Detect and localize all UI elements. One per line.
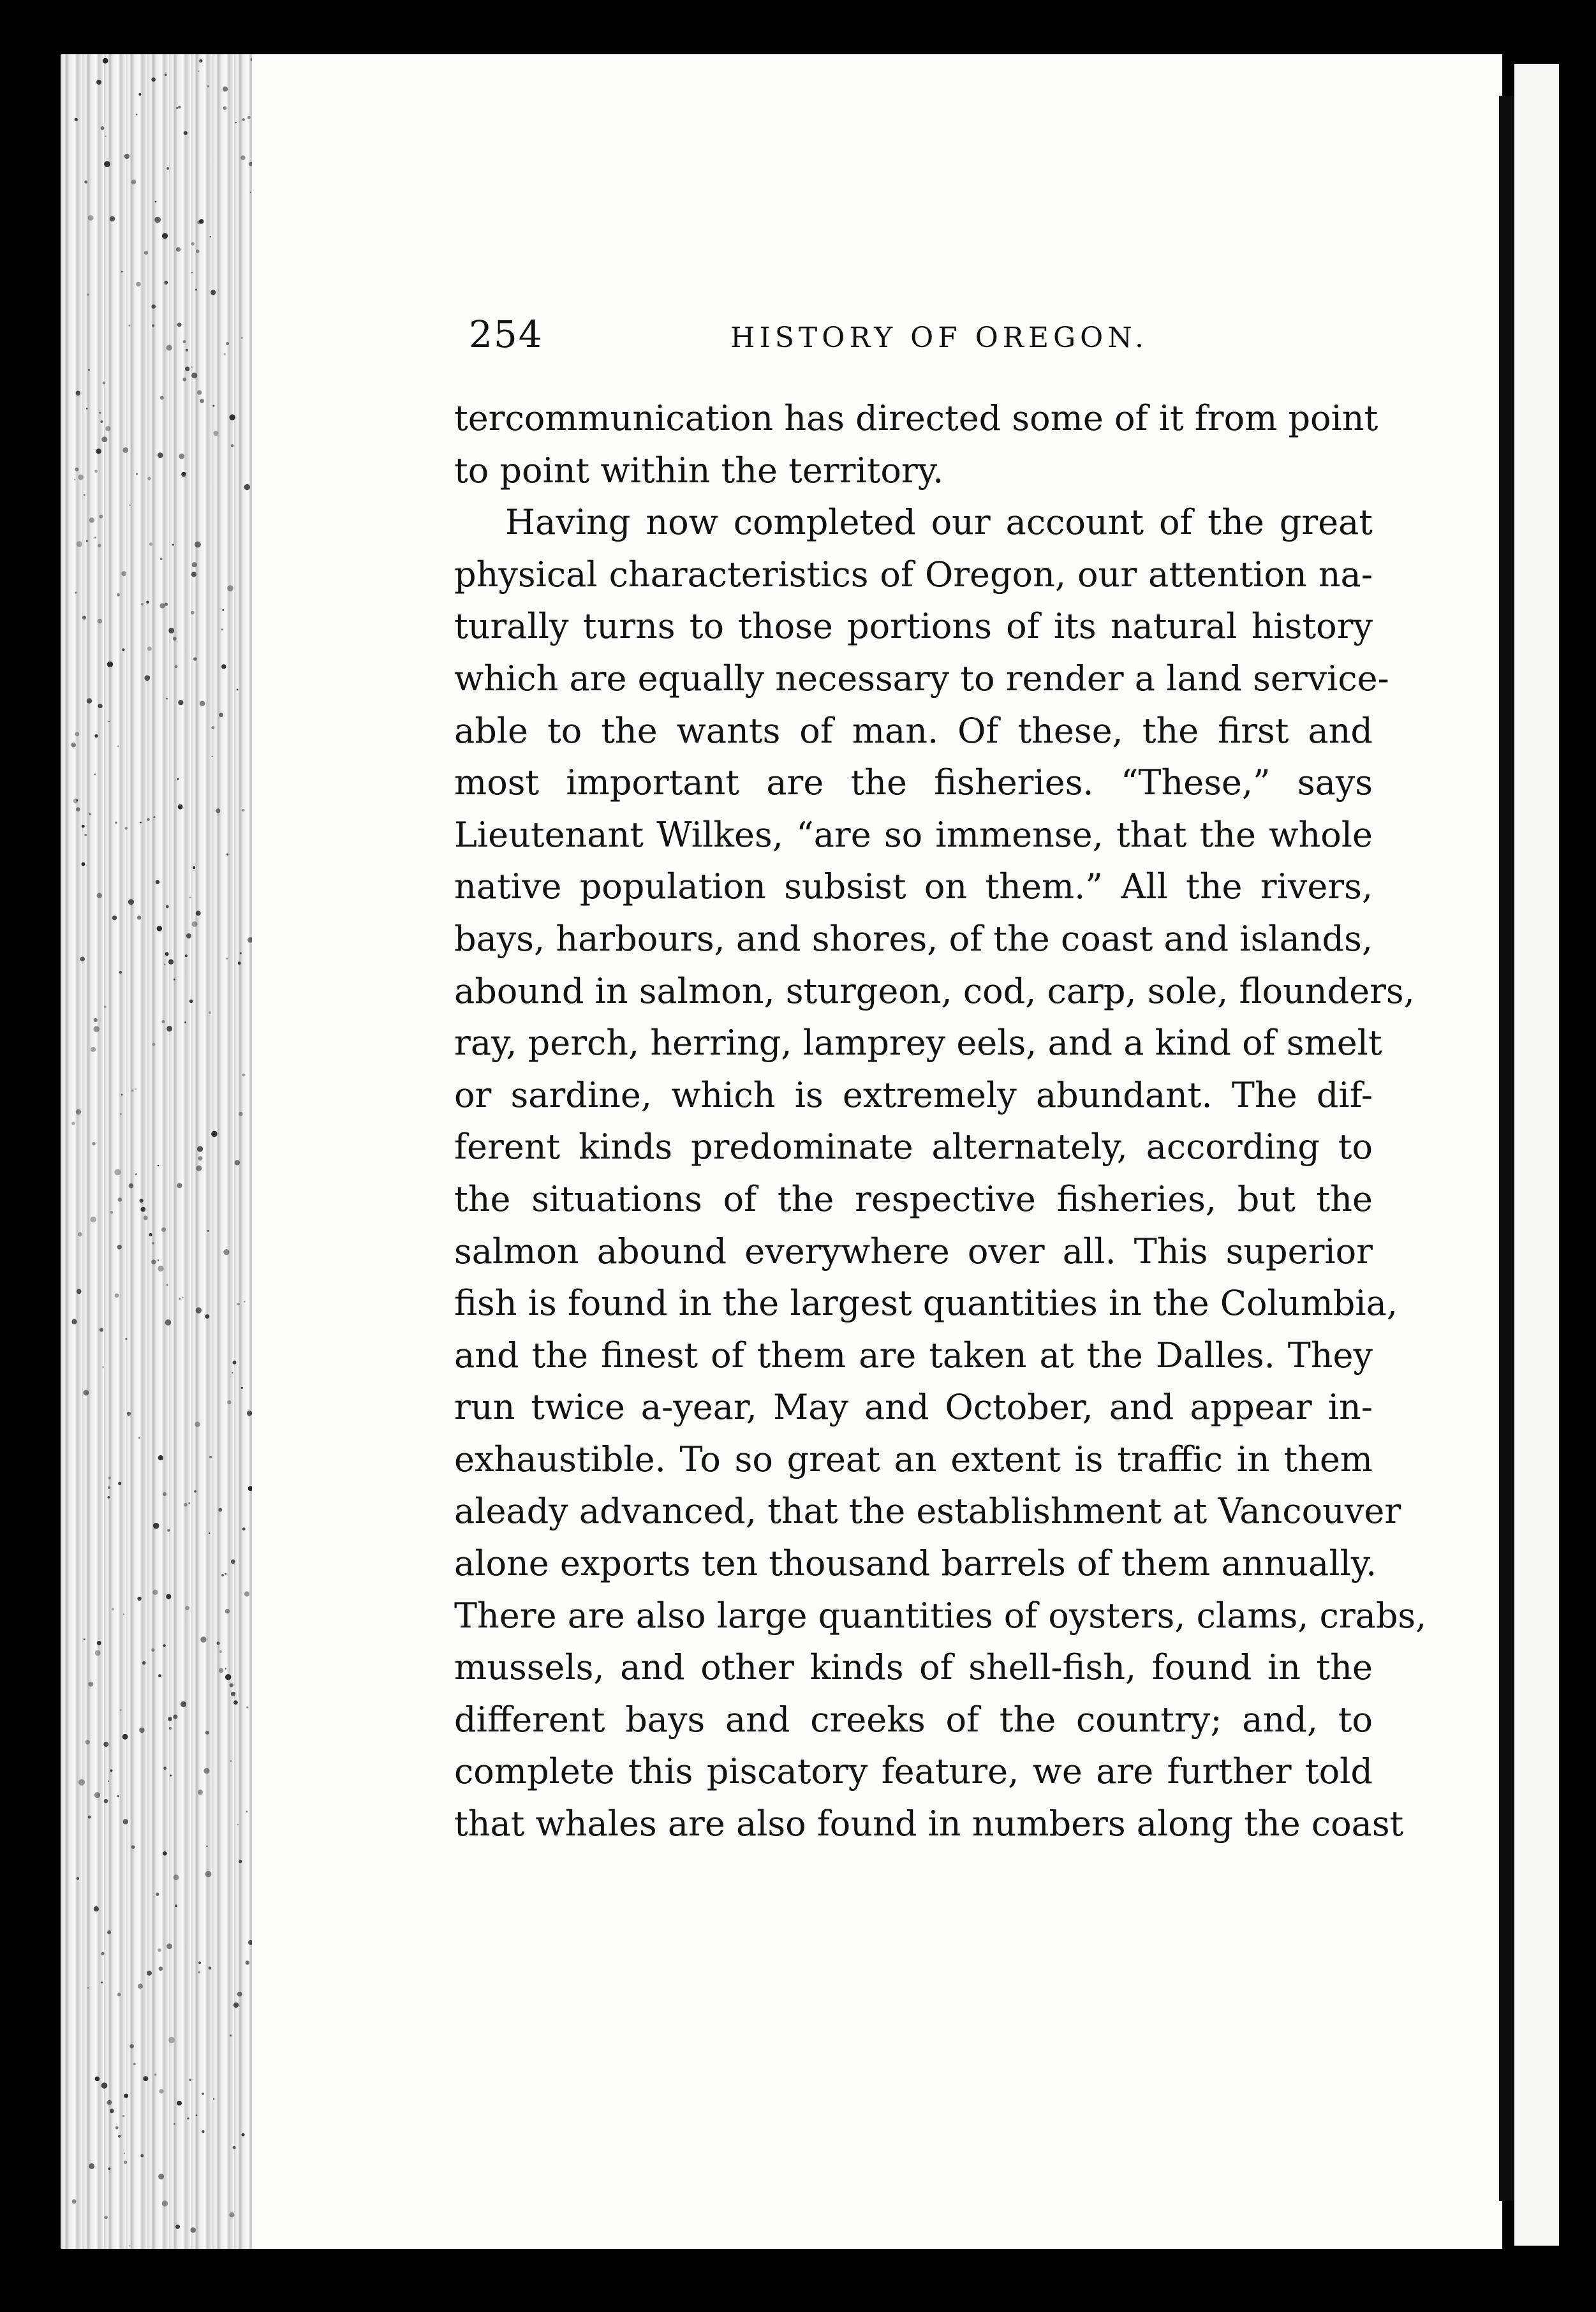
text-line: There are also large quantities of oysters, clams, crabs, bbox=[454, 1595, 1427, 1636]
text-line: to point within the territory. bbox=[454, 450, 944, 491]
text-line: aleady advanced, that the establishment at Vancouver bbox=[454, 1491, 1401, 1532]
running-head bbox=[469, 313, 1362, 370]
binding-shadow bbox=[1499, 96, 1514, 2201]
text-line: Having now completed our account of the great bbox=[505, 502, 1373, 543]
text-line: run twice a-year, May and October, and appear in- bbox=[454, 1387, 1373, 1428]
text-line: most important are the fisheries. “These,” says bbox=[454, 762, 1373, 803]
text-line: ferent kinds predominate alternately, according to bbox=[454, 1127, 1373, 1167]
text-line: which are equally necessary to render a land service- bbox=[454, 658, 1389, 699]
text-line: salmon abound everywhere over all. This superior bbox=[454, 1231, 1373, 1271]
body-text bbox=[454, 392, 1427, 1850]
text-line: the situations of the respective fisheries, but the bbox=[454, 1178, 1373, 1219]
page-edge-foxing bbox=[61, 54, 268, 2249]
text-line: exhaustible. To so great an extent is traffic in them bbox=[454, 1439, 1373, 1479]
text-line: bays, harbours, and shores, of the coast and islands, bbox=[454, 918, 1373, 959]
text-line: and the finest of them are taken at the Dalles. They bbox=[454, 1335, 1373, 1375]
text-line: mussels, and other kinds of shell-fish, found in the bbox=[454, 1647, 1373, 1688]
text-line: turally turns to those portions of its natural history bbox=[454, 606, 1373, 647]
page-number: 254 bbox=[469, 313, 543, 356]
text-line: physical characteristics of Oregon, our attention na- bbox=[454, 554, 1373, 595]
text-line: abound in salmon, sturgeon, cod, carp, sole, flounders, bbox=[454, 970, 1415, 1011]
text-line: different bays and creeks of the country; and, to bbox=[454, 1699, 1373, 1740]
text-line: or sardine, which is extremely abundant. The dif- bbox=[454, 1074, 1373, 1115]
text-line: alone exports ten thousand barrels of them annually. bbox=[454, 1543, 1377, 1584]
text-line: able to the wants of man. Of these, the first and bbox=[454, 710, 1373, 751]
text-line: fish is found in the largest quantities in the Columbia, bbox=[454, 1283, 1398, 1324]
text-line: ray, perch, herring, lamprey eels, and a kind of smelt bbox=[454, 1023, 1382, 1063]
text-line: native population subsist on them.” All the rivers, bbox=[454, 866, 1373, 907]
text-line: complete this piscatory feature, we are further told bbox=[454, 1751, 1373, 1792]
text-line: tercommunication has directed some of it from point bbox=[454, 398, 1378, 438]
text-line: Lieutenant Wilkes, “are so immense, that the whole bbox=[454, 814, 1373, 855]
text-line: that whales are also found in numbers along the coast bbox=[454, 1804, 1404, 1844]
running-title: HISTORY OF OREGON. bbox=[730, 322, 1148, 354]
facing-page-edge bbox=[1514, 64, 1559, 2246]
